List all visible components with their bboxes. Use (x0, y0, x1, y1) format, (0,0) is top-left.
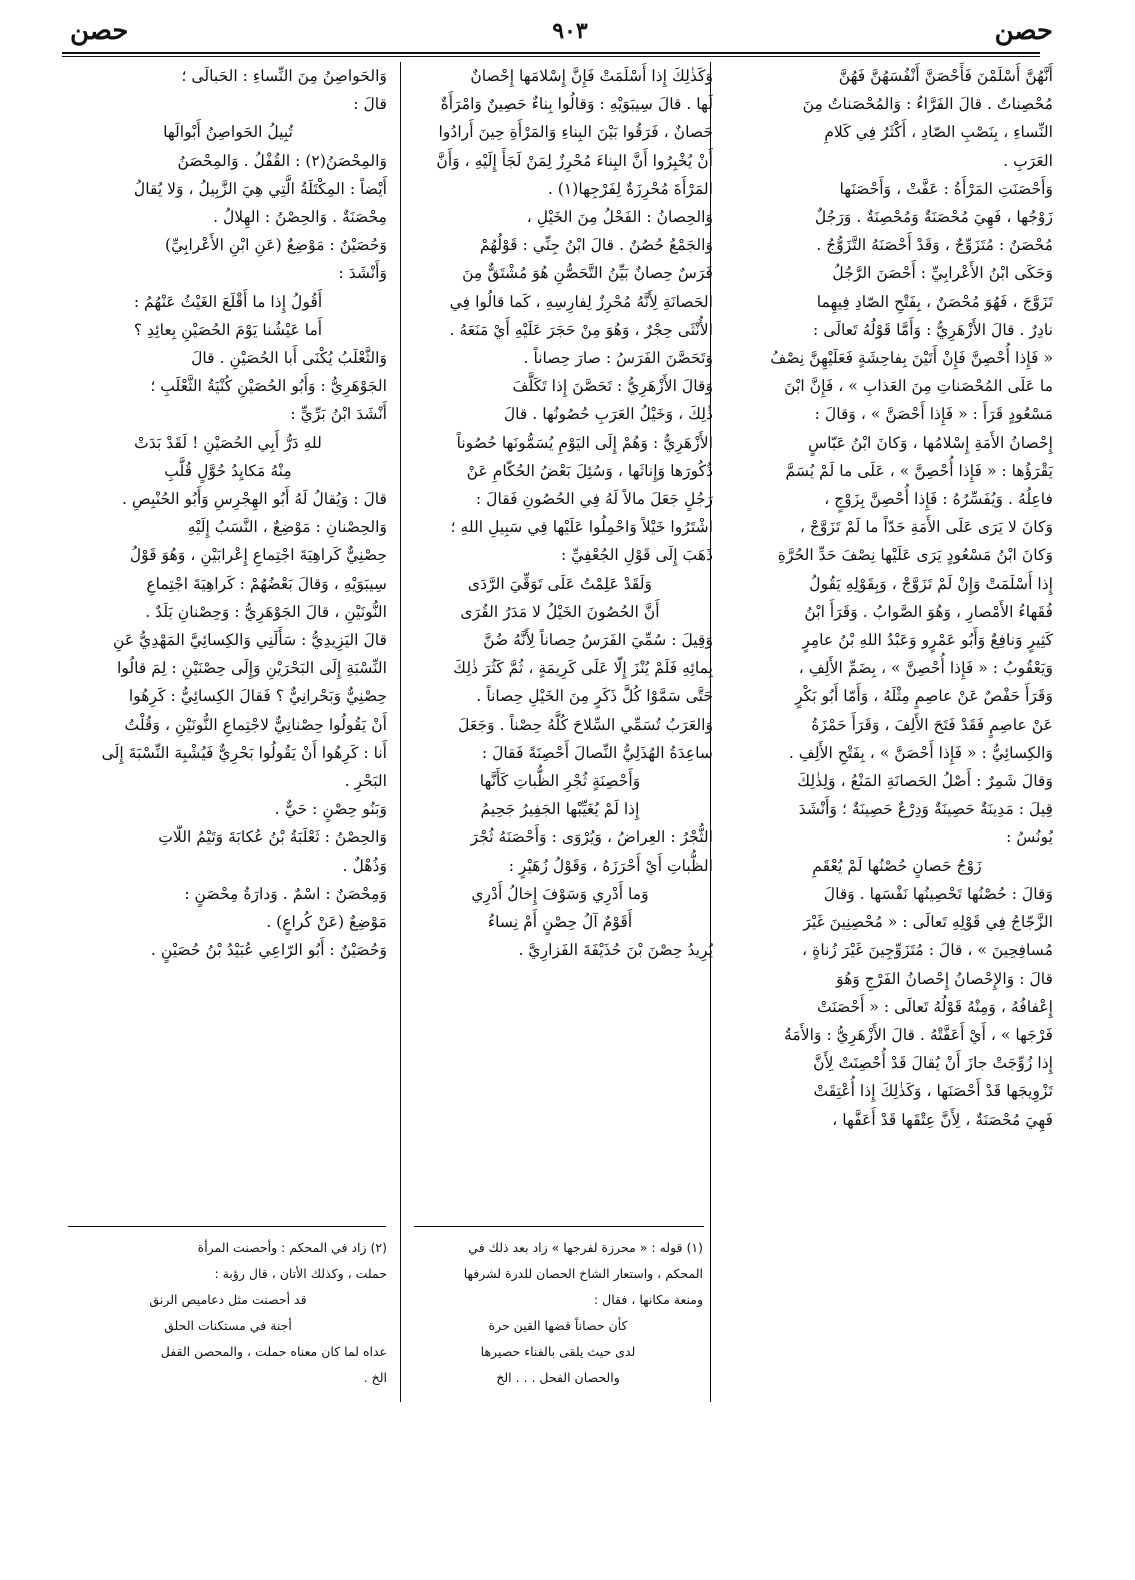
header-headword-right: حصن (994, 16, 1053, 46)
text-line: « فَإِذا أُحْصِنَّ فَإِنْ أَتَيْنَ بِفاحِشَةٍ فَعَلَيْهِنَّ نِصْفُ (770, 349, 1053, 368)
text-line: اشْتَرُوا خَيْلاً وَاحْمِلُوا عَلَيْها فِي سَبِيلِ اللهِ ؛ (450, 518, 713, 537)
text-line: رَجُلٍ جَعَلَ مالاً لَهُ فِي الحُصُونِ فَقالَ : (475, 490, 713, 509)
text-line: حَتَّى سَمَّوْا كُلَّ ذَكَرٍ مِنَ الخَيْلِ حِصاناً . (476, 687, 713, 706)
text-line: وَتَحَصَّنَ الفَرَسُ : صارَ حِصاناً . (523, 349, 713, 368)
text-line: مُسافِحِينَ » ، قالَ : مُتَزَوِّجِينَ غَيْرَ زُناةٍ ، (802, 941, 1053, 960)
text-line: ذُكُورَها وَإِناثَها ، وَسُئِلَ بَعْضُ الحُكّامِ عَنْ (466, 461, 713, 480)
text-line: زَوْجُها ، فَهِيَ مُحْصَنَةٌ وَمُحْصِنَةٌ . وَرَجُلٌ (814, 208, 1053, 227)
footnote-middle (413, 1235, 703, 1391)
text-line: أَقَوْمٌ آلُ حِصْنٍ أَمْ نِساءُ (487, 913, 633, 932)
text-line: وَالحِصْنانِ : مَوْضِعٌ ، النَّسَبُ إِلَيْهِ (187, 518, 387, 537)
text-line: فُقَهاءُ الأَمْصارِ ، وَهُوَ الصَّوابُ . وَقَرَأَ ابْنُ (804, 602, 1053, 621)
column-divider-left (400, 62, 401, 1402)
footnote-line: (٢) زاد في المحكم : وأحصنت المرأة (197, 1240, 387, 1255)
footnote-line: أجنة في مستكنات الحلق (164, 1318, 292, 1333)
text-line: وَأَحْصِنَةٍ ثُجْرِ الظُّباتِ كَأَنَّها (479, 772, 641, 791)
text-line: الظُّباتِ أَيْ أَحْرَزَهُ ، وَقَوْلُ زُهَيْرٍ : (508, 856, 713, 875)
footnote-line: المحكم ، واستعار الشاخ الحصان للدرة لشرفها (463, 1266, 703, 1281)
text-line: قالَ : (353, 95, 387, 114)
text-line: وَقِيلَ : سُمِّيَ الفَرَسُ حِصاناً لِأَنَّهُ ضُنَّ (483, 631, 713, 650)
text-line: وَحُصَيْنٌ : أَبُو الرّاعِي عُبَيْدُ بْنُ حُصَيْنٍ . (150, 941, 387, 960)
text-line: لَها . قالَ سِيبَوَيْهِ : وَقالُوا بِناءٌ حَصِينٌ وَامْرَأَةٌ (440, 95, 713, 114)
text-line: وَقَرَأَ حَفْصٌ عَنْ عاصِمٍ مِثْلَهُ ، وَأَمّا أَبُو بَكْرٍ (795, 687, 1053, 706)
text-line: أَنَّهُنَّ أَسْلَمْنَ فَأَحْصَنَّ أَنْفُسَهُنَّ فَهُنَّ (838, 67, 1053, 85)
text-line: ذٰلِكَ ، وَخَيْلُ العَرَبِ حُصُونُها . قالَ (503, 405, 713, 424)
text-line: أَنْ يَقُولُوا حِصْنانِيٌّ لاجْتِماعِ النُّونَيْنِ ، وَقُلْتُ (124, 715, 387, 734)
text-line: إِعْفافُهُ ، وَمِنْهُ قَوْلُهُ تَعالَى : « أَحْصَنَتْ (816, 997, 1053, 1016)
text-line: قالَ اليَزِيدِيُّ : سَأَلَنِي وَالكِسائِيَّ المَهْدِيُّ عَنِ (112, 631, 387, 650)
text-line: إِذا زُوِّجَتْ جازَ أَنْ يُقالَ قَدْ أُحْصِنَتْ لِأَنَّ (813, 1054, 1053, 1073)
text-line: وَأَنْشَدَ : (338, 264, 387, 283)
text-line: أَنا : كَرِهُوا أَنْ يَقُولُوا بَحْرِيٌّ فَيُشْبِهَ النِّسْبَةَ إِلَى (101, 743, 387, 762)
text-line: ما عَلَى المُحْصَناتِ مِنَ العَذابِ » ، فَإِنَّ ابْنَ (784, 377, 1053, 396)
text-line: وَقالَ الأَزْهَرِيُّ : تَحَصَّنَ إِذا تَكَلَّفَ (512, 377, 713, 396)
text-line: مُحْصَنٌ : مُتَزَوِّجٌ ، وَقَدْ أَحْصَنَهُ التَّزَوُّجُ . (816, 236, 1053, 255)
text-line: الأُنْثَى حِجْرٌ ، وَهُوَ مِنْ حَجَرَ عَلَيْهِ أَيْ مَنَعَهُ . (449, 320, 713, 339)
text-line: قالَ : وَيُقالُ لَهُ أَبُو الهِجْرِسِ وَأَبُو الحُنْبِصِ . (122, 490, 387, 509)
text-line: وَبَنُو حِصْنٍ : حَيٌّ . (274, 800, 387, 819)
text-line: وَمِحْصَنٌ : اسْمٌ . وَدارَةُ مِحْصَنٍ : (184, 884, 387, 903)
footnote-line: الخ . (363, 1370, 387, 1385)
text-line: الجَوْهَرِيُّ : وَأَبُو الحُصَيْنِ كُنْيَةُ الثَّعْلَبِ ؛ (150, 377, 387, 396)
text-line: إِذا أَسْلَمَتْ وَإِنْ لَمْ تَزَوَّجْ ، وَبِقَوْلِهِ يَقُولُ (809, 574, 1053, 593)
text-line: وَالحَواصِنُ مِنَ النِّساءِ : الحَبالَى ؛ (181, 67, 387, 85)
text-line: تُبِيلُ الحَواصِنُ أَبْوالَها (163, 123, 293, 142)
text-line: الأَزْهَرِيُّ : وَهُمْ إِلَى اليَوْمِ يُسَمُّونَها حُصُوناً (456, 433, 713, 452)
column-left (69, 62, 387, 965)
text-line: وَقالَ : حُصْنُها تَحْصِينُها نَفْسَها . وَقالَ (823, 884, 1053, 903)
text-line: الزَّجّاجُ فِي قَوْلِهِ تَعالَى : « مُحْصِنِينَ غَيْرَ (803, 913, 1053, 932)
text-line: وَالجَمْعُ حُصُنٌ . قالَ ابْنُ جِنِّي : قَوْلُهُمْ (479, 236, 713, 255)
text-line: إِحْصانُ الأَمَةِ إِسْلامُها ، وَكانَ ابْنُ عَبّاسٍ (808, 433, 1053, 452)
text-line: المَرْأَةَ مُحْرِزَةٌ لِفَرْجِها(١) . (547, 179, 713, 198)
text-line: وَالمِحْصَنُ(٢) : القُفْلُ . وَالمِحْصَنُ (177, 151, 387, 170)
text-line: يَقْرَؤُها : « فَإِذا أُحْصِنَّ » ، عَلَى ما لَمْ يُسَمَّ (785, 461, 1053, 480)
text-line: مِنْهُ مَكايِدُ حُوَّلٍ قُلَّبِ (164, 461, 292, 480)
footnote-rule-left (68, 1226, 386, 1227)
text-line: وَيَعْقُوبُ : « فَإِذا أُحْصِنَّ » ، بِضَمِّ الأَلِفِ ، (798, 659, 1053, 678)
text-line: زَوْجُ حَصانٍ حُصْنُها لَمْ يُعْقَمِ (812, 856, 982, 875)
text-line: وَالعَرَبُ تُسَمِّي السِّلاحَ كُلَّهُ حِصْناً . وَجَعَلَ (458, 715, 713, 734)
text-line: نادِرٌ . قالَ الأَزْهَرِيُّ : وَأَمَّا قَوْلُهُ تَعالَى : (813, 320, 1053, 339)
text-line: وَلَقَدْ عَلِمْتُ عَلَى تَوَقِّيَ الرَّدَى (467, 574, 653, 593)
footnote-left (69, 1235, 387, 1391)
footnote-line: حملت ، وكذلك الأتان ، قال رؤبة : (214, 1266, 387, 1281)
text-line: وَذُهْلٌ . (342, 856, 387, 875)
text-line: ساعِدَةُ الهُذَلِيُّ النِّصالَ أَحْصِنَةً فَقالَ : (481, 743, 713, 762)
text-line: سِيبَوَيْهِ ، وَقالَ بَعْضُهُمْ : كَراهِيَةَ اجْتِماعِ (146, 574, 387, 593)
text-line: وَحَكَى ابْنُ الأَعْرابِيِّ : أَحْصَنَ الرَّجُلُ (832, 264, 1053, 283)
text-line: وَالحِصانُ : الفَحْلُ مِنَ الخَيْلِ ، (526, 208, 713, 227)
footnote-line: (١) قوله : « محرزة لفرجها » زاد بعد ذلك في (468, 1240, 703, 1255)
text-line: يُونُسُ : (1006, 828, 1053, 847)
text-line: للهِ دَرُّ أَبِي الحُصَيْنِ ! لَقَدْ بَدَتْ (134, 433, 322, 452)
text-line: كَثِيرٍ وَنافِعٌ وَأَبُو عَمْرٍو وَعَبْدُ اللهِ بْنُ عامِرٍ (802, 631, 1053, 650)
text-line: البَحْرِ . (344, 772, 387, 791)
text-line: أَنْشَدَ ابْنُ بَرِّيٍّ : (290, 405, 387, 424)
column-middle (407, 62, 713, 965)
text-line: حَصانٌ ، فَرَقُوا بَيْنَ البِناءِ وَالمَرْأَةِ حِينَ أَرادُوا (438, 123, 713, 142)
footnote-rule-middle (414, 1226, 704, 1227)
text-line: إِذا لَمْ يُغَيِّبْها الجَفِيرُ جَحِيمُ (480, 800, 640, 819)
text-line: فَرَسٌ حِصانٌ بَيِّنُ التَّحَصُّنِ هُوَ مُشْتَقٌّ مِنَ (462, 264, 713, 283)
footnote-line: ومنعة مكانها ، فقال : (593, 1292, 703, 1307)
text-line: وَحُصَيْنٌ : مَوْضِعٌ (عَنِ ابْنِ الأَعْرابِيِّ) (165, 236, 387, 255)
text-line: مَسْعُودٍ قَرَأَ : « فَإِذا أَحْصَنَّ » ، وَقالَ : (814, 405, 1053, 424)
column-right (741, 62, 1053, 1134)
text-line: بِمائِهِ فَلَمْ يُنْزَ إِلّا عَلَى كَرِيمَةٍ ، ثُمَّ كَثُرَ ذٰلِكَ (453, 659, 713, 678)
text-line: الثُّجْرُ : العِراضُ ، وَيُرْوَى : وَأَحْصَنَهُ ثُجْرَ (470, 828, 713, 847)
text-line: النِّساءِ ، بِنَصْبِ الصّادِ ، أَكْثَرُ فِي كَلامِ (824, 123, 1053, 142)
text-line: عَنْ عاصِمٍ فَقَدْ فَتَحَ الأَلِفَ ، وَقَرَأَ حَمْزَةُ (811, 715, 1053, 734)
text-line: العَرَبِ . (1003, 151, 1053, 170)
text-line: مِحْصَنَةٌ . وَالحِصْنُ : الهِلالُ . (213, 208, 387, 227)
text-line: وَأَحْصَنَتِ المَرْأَةُ : عَفَّتْ ، وَأَحْصَنَها (839, 179, 1053, 198)
text-line: وَقالَ شَمِرٌ : أَصْلُ الحَصانَةِ المَنْعُ ، وَلِذٰلِكَ (797, 772, 1053, 791)
text-line: قِيلَ : مَدِينَةٌ حَصِينَةٌ وَدِرْعٌ حَصِينَةٌ ؛ وَأَنْشَدَ (798, 800, 1053, 819)
text-line: أَقُولُ إِذا ما أَقْلَعَ الغَيْثُ عَنْهُمُ : (133, 292, 323, 311)
text-line: مَوْضِعٌ (عَنْ كُراعٍ) . (266, 913, 387, 932)
text-line: وَالثَّعْلَبُ يُكْنَى أَبا الحُصَيْنِ . قالَ (191, 349, 387, 368)
footnote-line: كأن حصاناً قضها القين حرة (488, 1318, 628, 1333)
text-line: النُّونَيْنِ ، قالَ الجَوْهَرِيُّ : وَحِصْنانِ بَلَدٌ . (145, 602, 387, 621)
header-rule (62, 52, 1040, 54)
text-line: أَنَّ الحُصُونَ الخَيْلُ لا مَدَرُ القُرَى (460, 602, 660, 621)
text-line: تَزَوَّجَ ، فَهُوَ مُحْصَنٌ ، بِفَتْحِ الصّادِ فِيهِما (816, 292, 1053, 311)
footnote-line: قد أحصنت مثل دعاميص الرنق (149, 1292, 307, 1307)
footnote-line: عداه لما كان معناه حملت ، والمحصن القفل (160, 1344, 387, 1359)
text-line: تَزْوِيجَها قَدْ أَحْصَنَها ، وَكَذٰلِكَ إِذا أُعْتِقَتْ (813, 1082, 1053, 1101)
text-line: وَما أَدْرِي وَسَوْفَ إِخالُ أَدْرِي (471, 884, 649, 903)
text-line: فَهِيَ مُحْصَنَةٌ ، لِأَنَّ عِتْقَها قَدْ أَعَفَّها ، (832, 1110, 1053, 1129)
header-headword-left: حصن (70, 16, 129, 46)
text-line: وَكَذٰلِكَ إِذا أَسْلَمَتْ فَإِنَّ إِسْلامَها إِحْصانٌ (470, 67, 713, 85)
text-line: حِصْنِيٌّ كَراهِيَةَ اجْتِماعِ إِعْرابَيْنِ ، وَهُوَ قَوْلُ (129, 546, 387, 565)
page-number: ٩٠٣ (552, 18, 588, 44)
text-line: أَنْ يُخْبِرُوا أَنَّ البِناءَ مُحْرِزٌ لِمَنْ لَجَأَ إِلَيْهِ ، وَأَنَّ (436, 151, 713, 170)
text-line: حِصْنِيٌّ وَبَحْرانِيٌّ ؟ فَقالَ الكِسائِيُّ : كَرِهُوا (128, 687, 387, 706)
footnote-line: والحصان الفحل . . . الخ (496, 1370, 620, 1385)
footnote-line: لدى حيث يلقى بالفناء حصيرها (480, 1344, 636, 1359)
text-line: وَكانَ لا يَرَى عَلَى الأَمَةِ حَدّاً ما لَمْ تَزَوَّجْ ، (799, 518, 1053, 537)
text-line: وَالحِصْنُ : ثَعْلَبَةُ بْنُ عُكابَةَ وَتَيْمُ اللّاتِ (158, 828, 387, 847)
text-line: وَكانَ ابْنُ مَسْعُودٍ يَرَى عَلَيْها نِصْفَ حَدِّ الحُرَّةِ (777, 546, 1053, 565)
text-line: فَرْجَها » ، أَيْ أَعَفَّتْهُ . قالَ الأَزْهَرِيُّ : وَالأَمَةُ (784, 1025, 1053, 1044)
header-rule-thin (62, 56, 1040, 57)
text-line: قالَ : وَالإِحْصانُ إِحْصانُ الفَرْجِ وَهُوَ (836, 969, 1053, 988)
text-line: وَالكِسائِيُّ : « فَإِذا أَحْصَنَّ » ، بِفَتْحِ الأَلِفِ . (788, 743, 1053, 762)
text-line: ذَهَبَ إِلَى قَوْلِ الجُعْفِيِّ : (560, 546, 713, 565)
text-line: فاعِلُهُ . وَيُفَسِّرُهُ : فَإِذا أُحْصِنَّ بِزَوْجٍ ، (824, 490, 1053, 509)
text-line: الحَصانَةِ لِأَنَّهُ مُحْرِزٌ لِفارِسِهِ ، كَما قالُوا فِي (449, 292, 713, 311)
text-line: مُحْصِناتٌ . قالَ الفَرَّاءُ : وَالمُحْصَناتُ مِنَ (802, 95, 1053, 114)
text-line: يُرِيدُ حِصْنَ بْنَ حُذَيْفَةَ الفَزارِيَّ . (518, 941, 713, 960)
text-line: أَيْضاً : المِكْتَلَةُ الَّتِي هِيَ الزَّبِيلُ ، وَلا يُقالُ (133, 179, 387, 198)
text-line: النِّسْبَةِ إِلَى البَحْرَيْنِ وَإِلَى حِصْنَيْنِ : لِمَ قالُوا (117, 659, 387, 678)
text-line: أَما عَيْشُنا يَوْمَ الحُصَيْنِ بِعائِدِ ؟ (133, 320, 323, 339)
